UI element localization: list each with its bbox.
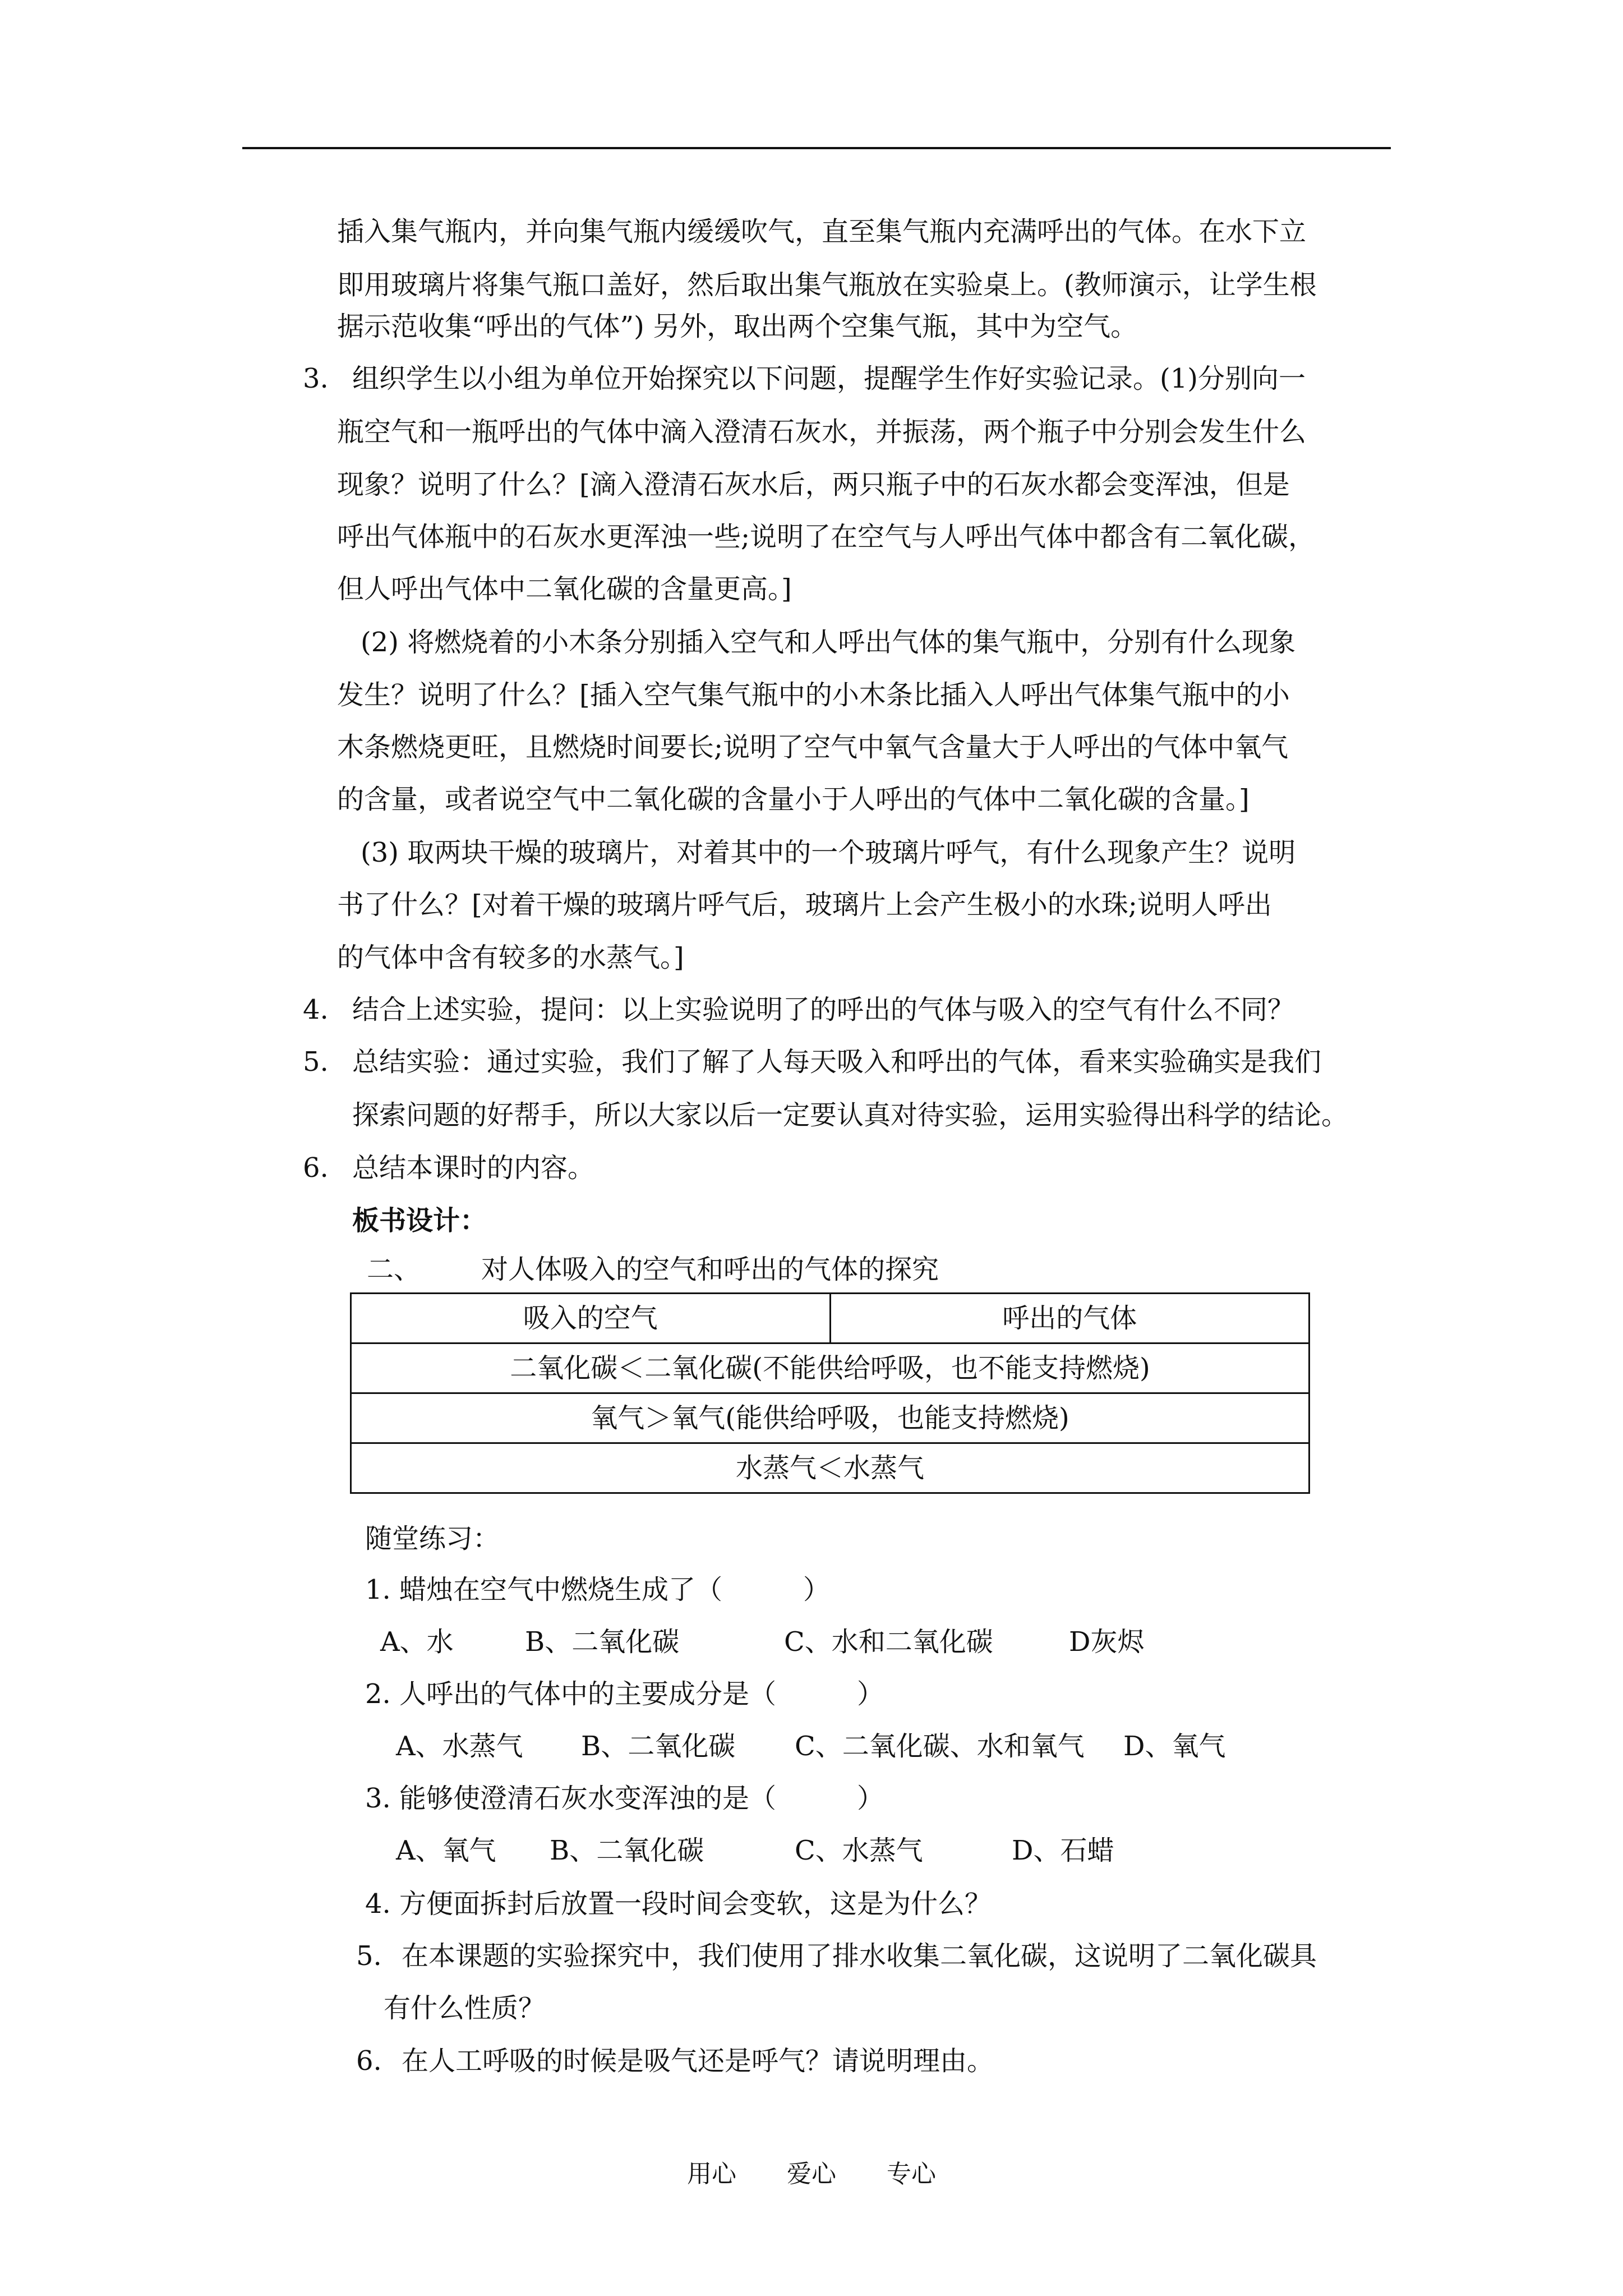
step-number: 5. (303, 1046, 329, 1078)
step-number: 4. (303, 994, 329, 1025)
text-line: 的气体中含有较多的水蒸气。] (337, 942, 684, 973)
question: 在本课题的实验探究中，我们使用了排水收集二氧化碳，这说明了二氧化碳具 (402, 1940, 1317, 1972)
table-row (351, 1343, 1310, 1393)
option: B、二氧化碳 (525, 1626, 680, 1658)
text-line: 即用玻璃片将集气瓶口盖好，然后取出集气瓶放在实验桌上。(教师演示，让学生根 (337, 269, 1317, 301)
option: C、二氧化碳、水和氧气 (795, 1731, 1085, 1762)
option: A、水 (380, 1626, 454, 1658)
option: B、二氧化碳 (550, 1835, 704, 1866)
text-line: 结合上述实验，提问：以上实验说明了的呼出的气体与吸入的空气有什么不同？ (352, 994, 1295, 1025)
table-header-cell: 吸入的空气 (351, 1294, 831, 1343)
question: 4. 方便面拆封后放置一段时间会变软，这是为什么？ (365, 1888, 992, 1920)
text-line: 书了什么？[对着干燥的玻璃片呼气后，玻璃片上会产生极小的水珠;说明人呼出 (337, 889, 1272, 921)
table-cell: 二氧化碳＜二氧化碳(不能供给呼吸，也不能支持燃烧) (351, 1343, 1310, 1393)
footer-text: 爱心 (787, 2160, 836, 2188)
text-line: 总结本课时的内容。 (352, 1152, 595, 1184)
text-line: 木条燃烧更旺，且燃烧时间要长;说明了空气中氧气含量大于人呼出的气体中氧气 (337, 731, 1289, 763)
option: D、氧气 (1123, 1731, 1226, 1762)
option: C、水蒸气 (795, 1835, 923, 1866)
option: C、水和二氧化碳 (784, 1626, 993, 1658)
step-number: 6. (303, 1152, 329, 1184)
page-footer (0, 2159, 1623, 2190)
option: A、氧气 (396, 1835, 496, 1866)
text-line: 但人呼出气体中二氧化碳的含量更高。] (337, 573, 792, 605)
header-rule (242, 147, 1391, 149)
question-number: 6. (356, 2045, 382, 2077)
text-line: 总结实验：通过实验，我们了解了人每天吸入和呼出的气体，看来实验确实是我们 (352, 1046, 1322, 1078)
question: 在人工呼吸的时候是吸气还是呼气？请说明理由。 (402, 2045, 994, 2077)
practice-heading: 随堂练习： (365, 1523, 500, 1554)
question: 1. 蜡烛在空气中燃烧生成了（ ） (365, 1574, 831, 1605)
text-line: 的含量，或者说空气中二氧化碳的含量小于人呼出的气体中二氧化碳的含量。] (337, 784, 1249, 815)
footer-text: 用心 (687, 2160, 736, 2188)
question: 有什么性质？ (384, 1993, 546, 2024)
board-table (350, 1292, 1310, 1494)
table-row (351, 1443, 1310, 1493)
table-cell: 氧气＞氧气(能供给呼吸，也能支持燃烧) (351, 1393, 1310, 1443)
table-row (351, 1393, 1310, 1443)
question: 2. 人呼出的气体中的主要成分是（ ） (365, 1678, 884, 1710)
table-cell: 水蒸气＜水蒸气 (351, 1443, 1310, 1493)
footer-text: 专心 (887, 2160, 936, 2188)
question-number: 5. (356, 1940, 382, 1972)
table-header-row (351, 1294, 1310, 1343)
text-line: 瓶空气和一瓶呼出的气体中滴入澄清石灰水，并振荡，两个瓶子中分别会发生什么 (337, 416, 1307, 448)
text-line: 呼出气体瓶中的石灰水更浑浊一些;说明了在空气与人呼出气体中都含有二氧化碳， (337, 521, 1316, 553)
table-header-cell: 呼出的气体 (830, 1294, 1310, 1343)
text-line: 现象？说明了什么？[滴入澄清石灰水后，两只瓶子中的石灰水都会变浑浊，但是 (337, 469, 1290, 500)
board-title: 对人体吸入的空气和呼出的气体的探究 (481, 1254, 939, 1285)
board-title-number: 二、 (367, 1254, 421, 1285)
option: A、水蒸气 (396, 1731, 523, 1762)
option: B、二氧化碳 (581, 1731, 736, 1762)
text-line: 组织学生以小组为单位开始探究以下问题，提醒学生作好实验记录。(1)分别向一 (352, 363, 1306, 394)
text-line: (3) 取两块干燥的玻璃片，对着其中的一个玻璃片呼气，有什么现象产生？说明 (361, 837, 1296, 868)
text-line: 发生？说明了什么？[插入空气集气瓶中的小木条比插入人呼出气体集气瓶中的小 (337, 679, 1290, 711)
text-line: 插入集气瓶内，并向集气瓶内缓缓吹气，直至集气瓶内充满呼出的气体。在水下立 (337, 216, 1307, 247)
text-line: 探索问题的好帮手，所以大家以后一定要认真对待实验，运用实验得出科学的结论。 (352, 1099, 1349, 1131)
text-line: (2) 将燃烧着的小木条分别插入空气和人呼出气体的集气瓶中，分别有什么现象 (361, 627, 1296, 658)
option: D、石蜡 (1012, 1835, 1114, 1866)
option: D灰烬 (1069, 1626, 1145, 1658)
board-heading: 板书设计： (352, 1205, 487, 1236)
text-line: 据示范收集“呼出的气体”) 另外，取出两个空集气瓶，其中为空气。 (337, 311, 1138, 342)
question: 3. 能够使澄清石灰水变浑浊的是（ ） (365, 1783, 884, 1814)
step-number: 3. (303, 363, 329, 394)
